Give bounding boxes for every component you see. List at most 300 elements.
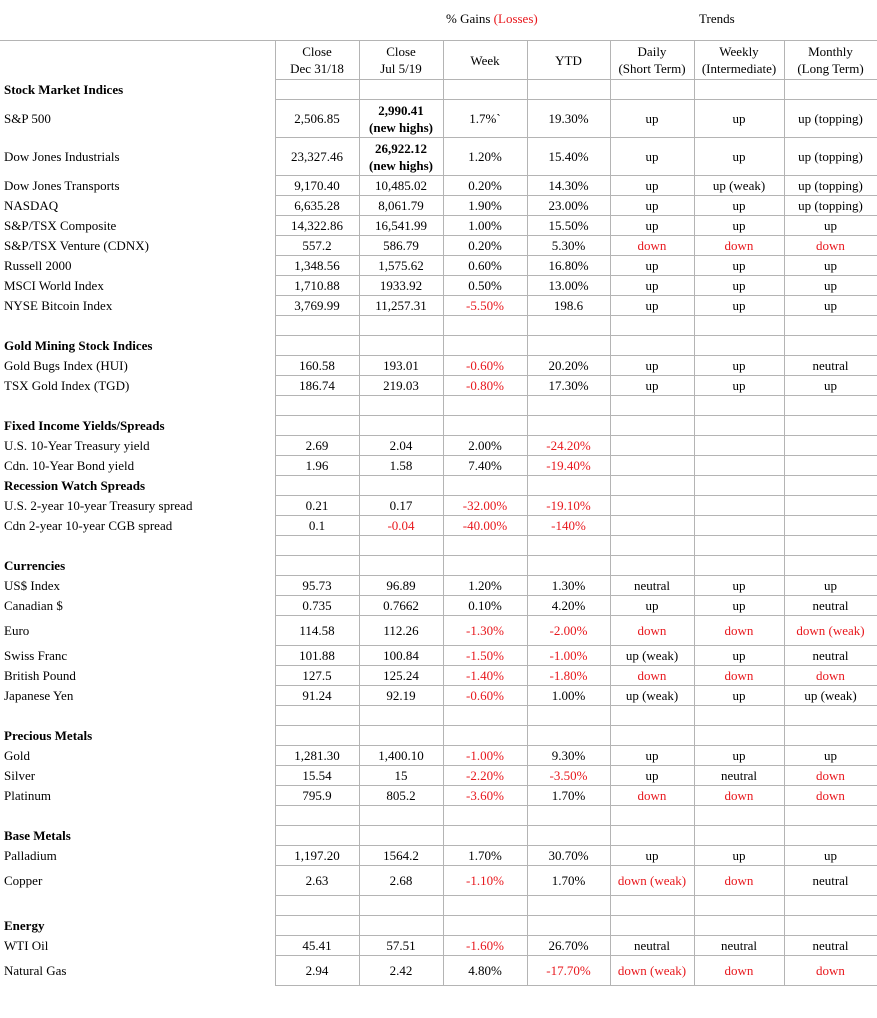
- table-cell: up: [610, 138, 694, 176]
- table-cell: [610, 396, 694, 416]
- table-cell: up: [784, 276, 877, 296]
- table-cell: 1.58: [359, 456, 443, 476]
- table-cell: [359, 396, 443, 416]
- table-cell: [443, 706, 527, 726]
- table-cell: 8,061.79: [359, 196, 443, 216]
- table-cell: [694, 496, 784, 516]
- table-cell: [443, 396, 527, 416]
- table-cell: [359, 706, 443, 726]
- column-header-line1: Close: [386, 44, 416, 59]
- column-header: [784, 41, 877, 80]
- table-cell: -17.70%: [527, 956, 610, 986]
- table-cell: 1.70%: [527, 786, 610, 806]
- table-cell: [443, 826, 527, 846]
- table-cell: up: [784, 376, 877, 396]
- table-cell: -0.04: [359, 516, 443, 536]
- table-cell: [784, 396, 877, 416]
- table-cell: [784, 416, 877, 436]
- table-cell: [527, 706, 610, 726]
- table-cell: up: [610, 276, 694, 296]
- table-cell: 3,769.99: [275, 296, 359, 316]
- table-cell: [784, 316, 877, 336]
- table-cell: up: [784, 846, 877, 866]
- table-cell: [610, 336, 694, 356]
- table-cell: [359, 80, 443, 100]
- table-cell: 0.10%: [443, 596, 527, 616]
- table-cell: up: [610, 766, 694, 786]
- table-cell: up: [784, 576, 877, 596]
- spacer-cell: [0, 896, 275, 916]
- table-row: [0, 100, 877, 138]
- table-row: [0, 216, 877, 236]
- table-cell: [443, 556, 527, 576]
- table-row: [0, 936, 877, 956]
- table-cell: down (weak): [610, 956, 694, 986]
- table-row: [0, 356, 877, 376]
- table-cell: 557.2: [275, 236, 359, 256]
- table-cell: neutral: [610, 576, 694, 596]
- table-cell: 45.41: [275, 936, 359, 956]
- table-cell: 1.00%: [443, 216, 527, 236]
- table-cell: [694, 80, 784, 100]
- table-cell: 0.7662: [359, 596, 443, 616]
- row-label: Gold Bugs Index (HUI): [4, 357, 128, 373]
- row-label: Platinum: [4, 787, 51, 803]
- table-row: [0, 456, 877, 476]
- table-cell: up: [784, 216, 877, 236]
- table-cell: 0.20%: [443, 236, 527, 256]
- table-cell: [784, 336, 877, 356]
- table-cell: up: [694, 196, 784, 216]
- table-cell: [784, 516, 877, 536]
- table-cell: [359, 916, 443, 936]
- table-cell: [443, 416, 527, 436]
- cell-line: 26,922.12: [375, 140, 427, 156]
- table-row: [0, 516, 877, 536]
- table-cell: [359, 100, 443, 138]
- table-cell: up: [610, 196, 694, 216]
- section-title: Base Metals: [4, 827, 71, 843]
- section-title: Precious Metals: [4, 727, 93, 743]
- table-cell: 0.50%: [443, 276, 527, 296]
- table-cell: 0.20%: [443, 176, 527, 196]
- table-cell: -24.20%: [527, 436, 610, 456]
- row-label: S&P/TSX Composite: [4, 217, 117, 233]
- table-cell: [694, 806, 784, 826]
- table-cell: [694, 516, 784, 536]
- row-label: Dow Jones Industrials: [4, 148, 120, 164]
- table-cell: 0.1: [275, 516, 359, 536]
- row-label: S&P/TSX Venture (CDNX): [4, 237, 149, 253]
- table-cell: down: [784, 236, 877, 256]
- table-cell: 6,635.28: [275, 196, 359, 216]
- table-row: [0, 138, 877, 176]
- table-cell: [610, 896, 694, 916]
- table-cell: [610, 916, 694, 936]
- table-cell: [610, 456, 694, 476]
- table-cell: 17.30%: [527, 376, 610, 396]
- table-cell: down: [610, 666, 694, 686]
- table-cell: [359, 336, 443, 356]
- column-header: [275, 41, 359, 80]
- table-cell: 100.84: [359, 646, 443, 666]
- table-cell: 2.42: [359, 956, 443, 986]
- table-cell: -2.00%: [527, 616, 610, 646]
- table-cell: 2.63: [275, 866, 359, 896]
- row-label: British Pound: [4, 667, 76, 683]
- table-cell: 795.9: [275, 786, 359, 806]
- table-cell: 219.03: [359, 376, 443, 396]
- table-row: [0, 786, 877, 806]
- table-row: [0, 256, 877, 276]
- table-cell: [784, 456, 877, 476]
- table-row: [0, 766, 877, 786]
- table-cell: -1.80%: [527, 666, 610, 686]
- table-cell: 0.21: [275, 496, 359, 516]
- table-cell: -140%: [527, 516, 610, 536]
- table-cell: [275, 896, 359, 916]
- table-cell: -1.00%: [443, 746, 527, 766]
- table-cell: [694, 896, 784, 916]
- table-cell: 9,170.40: [275, 176, 359, 196]
- table-cell: [359, 806, 443, 826]
- column-header-line1: Week: [470, 52, 500, 68]
- table-cell: [694, 916, 784, 936]
- table-cell: up (topping): [784, 196, 877, 216]
- table-cell: [275, 806, 359, 826]
- table-row: [0, 496, 877, 516]
- row-label: Cdn. 10-Year Bond yield: [4, 457, 135, 473]
- table-cell: [275, 316, 359, 336]
- table-cell: [275, 556, 359, 576]
- row-label: U.S. 2-year 10-year Treasury spread: [4, 497, 193, 513]
- table-cell: [610, 316, 694, 336]
- column-header-line1: Daily: [637, 44, 667, 59]
- table-cell: [694, 556, 784, 576]
- table-cell: 15.54: [275, 766, 359, 786]
- table-cell: [784, 806, 877, 826]
- spacer-row: [0, 806, 877, 826]
- table-row: [0, 746, 877, 766]
- section-title: Currencies: [4, 557, 66, 573]
- table-cell: up: [610, 100, 694, 138]
- table-cell: up: [694, 576, 784, 596]
- table-cell: 14.30%: [527, 176, 610, 196]
- table-cell: 193.01: [359, 356, 443, 376]
- table-cell: up: [694, 356, 784, 376]
- table-row: [0, 196, 877, 216]
- table-cell: 4.80%: [443, 956, 527, 986]
- row-label: Silver: [4, 767, 36, 783]
- section-title: Energy: [4, 917, 45, 933]
- table-cell: down: [784, 666, 877, 686]
- table-cell: 1,400.10: [359, 746, 443, 766]
- table-cell: up: [694, 596, 784, 616]
- table-cell: 19.30%: [527, 100, 610, 138]
- table-cell: down: [694, 866, 784, 896]
- table-cell: up: [694, 100, 784, 138]
- table-cell: 7.40%: [443, 456, 527, 476]
- table-cell: 2.00%: [443, 436, 527, 456]
- table-cell: 1,197.20: [275, 846, 359, 866]
- table-cell: up (topping): [784, 100, 877, 138]
- table-row: [0, 236, 877, 256]
- table-cell: [527, 916, 610, 936]
- table-cell: down: [610, 616, 694, 646]
- table-cell: [784, 496, 877, 516]
- row-label: Dow Jones Transports: [4, 177, 120, 193]
- table-cell: down: [784, 766, 877, 786]
- column-header-line2: Dec 31/18: [290, 61, 344, 76]
- table-cell: 112.26: [359, 616, 443, 646]
- table-cell: -0.80%: [443, 376, 527, 396]
- table-cell: [527, 336, 610, 356]
- table-row: [0, 956, 877, 986]
- table-cell: [359, 726, 443, 746]
- column-header: [694, 41, 784, 80]
- table-cell: [527, 896, 610, 916]
- table-cell: [694, 416, 784, 436]
- row-label: Copper: [4, 872, 43, 888]
- table-cell: 2,506.85: [275, 100, 359, 138]
- table-cell: [275, 706, 359, 726]
- table-cell: [527, 806, 610, 826]
- table-cell: [610, 556, 694, 576]
- row-label: NYSE Bitcoin Index: [4, 297, 113, 313]
- table-cell: neutral: [784, 646, 877, 666]
- table-cell: up (weak): [610, 646, 694, 666]
- market-summary-table: [0, 40, 877, 986]
- row-label: Russell 2000: [4, 257, 72, 273]
- header-blank-cell: [0, 41, 275, 80]
- table-cell: [275, 826, 359, 846]
- table-cell: -1.40%: [443, 666, 527, 686]
- table-cell: 16.80%: [527, 256, 610, 276]
- table-cell: -1.60%: [443, 936, 527, 956]
- column-header: [359, 41, 443, 80]
- trends-title: Trends: [699, 11, 735, 26]
- table-cell: [610, 536, 694, 556]
- table-cell: -1.30%: [443, 616, 527, 646]
- table-cell: 2.68: [359, 866, 443, 896]
- table-cell: 1.90%: [443, 196, 527, 216]
- table-cell: 2.04: [359, 436, 443, 456]
- spacer-cell: [0, 806, 275, 826]
- table-cell: [610, 436, 694, 456]
- table-cell: [359, 896, 443, 916]
- table-cell: 1.20%: [443, 576, 527, 596]
- table-cell: 1564.2: [359, 846, 443, 866]
- table-cell: 95.73: [275, 576, 359, 596]
- table-cell: [443, 336, 527, 356]
- cell-line: (new highs): [369, 157, 433, 173]
- table-cell: [610, 80, 694, 100]
- table-cell: -19.10%: [527, 496, 610, 516]
- table-cell: up: [784, 296, 877, 316]
- section-header-row: [0, 726, 877, 746]
- table-cell: 23.00%: [527, 196, 610, 216]
- column-header-row: [0, 41, 877, 80]
- table-cell: 1,710.88: [275, 276, 359, 296]
- table-cell: up (topping): [784, 138, 877, 176]
- table-row: [0, 686, 877, 706]
- table-cell: 1933.92: [359, 276, 443, 296]
- table-cell: [275, 916, 359, 936]
- section-title: Stock Market Indices: [4, 81, 124, 97]
- table-cell: up: [610, 356, 694, 376]
- cell-line: (new highs): [369, 119, 433, 135]
- row-label: TSX Gold Index (TGD): [4, 377, 130, 393]
- table-cell: [694, 336, 784, 356]
- table-cell: [275, 476, 359, 496]
- table-cell: up: [694, 276, 784, 296]
- section-header-row: [0, 916, 877, 936]
- table-cell: up (topping): [784, 176, 877, 196]
- table-cell: up: [610, 296, 694, 316]
- row-label: S&P 500: [4, 110, 51, 126]
- table-cell: [694, 476, 784, 496]
- table-cell: 26.70%: [527, 936, 610, 956]
- table-cell: 198.6: [527, 296, 610, 316]
- table-body: [0, 41, 877, 986]
- table-cell: [784, 706, 877, 726]
- table-cell: [610, 826, 694, 846]
- section-header-row: [0, 476, 877, 496]
- table-cell: up: [694, 216, 784, 236]
- table-cell: [275, 536, 359, 556]
- table-cell: [275, 416, 359, 436]
- table-cell: up: [784, 256, 877, 276]
- table-cell: 15.40%: [527, 138, 610, 176]
- table-cell: [443, 316, 527, 336]
- table-cell: -3.60%: [443, 786, 527, 806]
- table-cell: 101.88: [275, 646, 359, 666]
- table-cell: 20.20%: [527, 356, 610, 376]
- table-cell: down: [694, 956, 784, 986]
- table-cell: -19.40%: [527, 456, 610, 476]
- row-label: WTI Oil: [4, 937, 49, 953]
- table-cell: up: [694, 746, 784, 766]
- table-cell: 114.58: [275, 616, 359, 646]
- table-cell: 11,257.31: [359, 296, 443, 316]
- table-cell: [784, 536, 877, 556]
- table-row: [0, 616, 877, 646]
- table-cell: neutral: [694, 766, 784, 786]
- table-cell: -1.50%: [443, 646, 527, 666]
- row-label: US$ Index: [4, 577, 60, 593]
- table-cell: [784, 436, 877, 456]
- table-cell: [527, 416, 610, 436]
- table-cell: [359, 536, 443, 556]
- column-header-line1: Close: [302, 44, 332, 59]
- column-header-line2: (Intermediate): [701, 61, 777, 76]
- table-cell: [784, 916, 877, 936]
- cell-line: 2,990.41: [378, 102, 424, 118]
- spacer-row: [0, 536, 877, 556]
- table-cell: up: [694, 296, 784, 316]
- row-label: Euro: [4, 622, 30, 638]
- row-label: Palladium: [4, 847, 57, 863]
- spacer-cell: [0, 706, 275, 726]
- table-cell: [784, 476, 877, 496]
- table-cell: down: [694, 236, 784, 256]
- section-header-row: [0, 556, 877, 576]
- row-label: MSCI World Index: [4, 277, 104, 293]
- table-cell: up: [610, 256, 694, 276]
- table-cell: neutral: [784, 356, 877, 376]
- table-cell: [610, 706, 694, 726]
- table-row: [0, 666, 877, 686]
- table-cell: [527, 826, 610, 846]
- column-header: [527, 41, 610, 80]
- row-label: Gold: [4, 747, 30, 763]
- table-cell: 1,575.62: [359, 256, 443, 276]
- table-cell: 186.74: [275, 376, 359, 396]
- table-cell: [527, 476, 610, 496]
- table-cell: [443, 80, 527, 100]
- column-header: [610, 41, 694, 80]
- table-cell: -5.50%: [443, 296, 527, 316]
- table-row: [0, 296, 877, 316]
- spacer-cell: [0, 396, 275, 416]
- table-row: [0, 866, 877, 896]
- table-cell: [359, 416, 443, 436]
- table-cell: up (weak): [784, 686, 877, 706]
- column-header-line2: Jul 5/19: [380, 61, 422, 76]
- table-row: [0, 376, 877, 396]
- table-cell: [694, 536, 784, 556]
- table-cell: [694, 396, 784, 416]
- row-label: NASDAQ: [4, 197, 59, 213]
- table-cell: 125.24: [359, 666, 443, 686]
- table-cell: up: [694, 846, 784, 866]
- table-cell: 0.735: [275, 596, 359, 616]
- table-cell: 9.30%: [527, 746, 610, 766]
- table-cell: [443, 806, 527, 826]
- table-cell: [443, 476, 527, 496]
- losses-label: (Losses): [493, 11, 538, 26]
- table-cell: [610, 416, 694, 436]
- row-label: Cdn 2-year 10-year CGB spread: [4, 517, 173, 533]
- table-cell: [359, 138, 443, 176]
- table-cell: 10,485.02: [359, 176, 443, 196]
- table-cell: [527, 396, 610, 416]
- table-cell: [527, 536, 610, 556]
- table-cell: 16,541.99: [359, 216, 443, 236]
- table-cell: 0.60%: [443, 256, 527, 276]
- table-cell: [610, 516, 694, 536]
- row-label: Japanese Yen: [4, 687, 74, 703]
- table-cell: down (weak): [610, 866, 694, 896]
- table-cell: 1,281.30: [275, 746, 359, 766]
- table-cell: neutral: [784, 936, 877, 956]
- table-cell: up: [694, 376, 784, 396]
- table-cell: -2.20%: [443, 766, 527, 786]
- table-cell: [784, 556, 877, 576]
- table-cell: 2.94: [275, 956, 359, 986]
- spacer-row: [0, 706, 877, 726]
- column-header-line1: Weekly: [719, 44, 759, 59]
- table-row: [0, 846, 877, 866]
- table-cell: -0.60%: [443, 686, 527, 706]
- table-cell: up: [610, 746, 694, 766]
- table-cell: [784, 80, 877, 100]
- table-cell: down: [694, 786, 784, 806]
- table-cell: 1.7%`: [443, 100, 527, 138]
- table-cell: up: [610, 376, 694, 396]
- column-header: [443, 41, 527, 80]
- table-cell: down: [610, 786, 694, 806]
